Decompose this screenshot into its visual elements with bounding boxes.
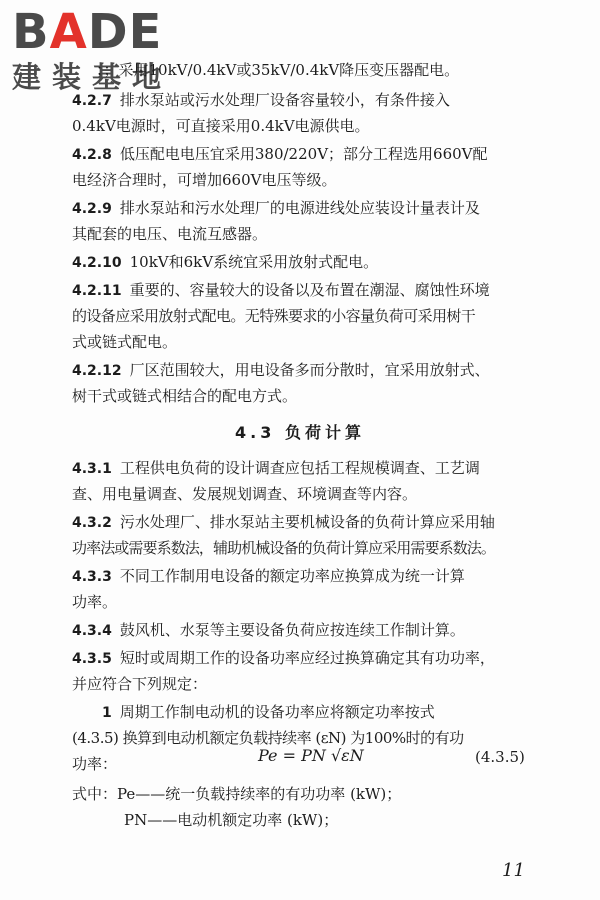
item-number: 1 (102, 705, 112, 721)
clause-number: 4.3.1 (72, 461, 112, 477)
clause-number: 4.2.12 (72, 363, 122, 379)
clause-4-3-1 (72, 459, 572, 478)
page-number: 11 (502, 860, 525, 881)
clause-number: 4.2.8 (72, 147, 112, 163)
text-line: 树干式或链式相结合的配电方式。 (72, 387, 298, 405)
text-line: 功率法或需要系数法，辅助机械设备的负荷计算应采用需要系数法。 (72, 539, 496, 557)
clause-4-2-11 (72, 281, 572, 300)
clause-4-3-3 (72, 567, 572, 586)
clause-text: 工程供电负荷的设计调查应包括工程规模调查、工艺调 (119, 459, 480, 477)
clause-text: 短时或周期工作的设备功率应经过换算确定其有功功率， (119, 649, 495, 667)
clause-4-2-8 (72, 145, 572, 164)
clause-number: 4.2.7 (72, 93, 112, 109)
text-line: 的设备应采用放射式配电。无特殊要求的小容量负荷可采用树干 (72, 307, 476, 325)
logo-letters-de: DE (87, 4, 163, 60)
clause-text: 10kV和6kV系统宜采用放射式配电。 (129, 253, 379, 271)
text-line: 0.4kV电源时，可直接采用0.4kV电源供电。 (72, 117, 370, 135)
text-line: 查、用电量调查、发展规划调查、环境调查等内容。 (72, 485, 418, 503)
logo-letter-a: A (49, 4, 88, 60)
clause-4-2-7 (72, 91, 572, 110)
text-line: 功率。 (72, 593, 118, 611)
text-line: ；；采用10kV/0.4kV或35kV/0.4kV降压变压器配电。 (96, 61, 460, 79)
text-line: (4.3.5) 换算到电动机额定负载持续率 (εN) 为100%时的有功 (72, 729, 464, 747)
formula-number: (4.3.5) (475, 748, 525, 766)
bade-logo (8, 6, 183, 101)
clause-number: 4.2.10 (72, 255, 122, 271)
item-text: 周期工作制电动机的设备功率应将额定功率按式 (119, 703, 435, 721)
clause-text: 重要的、容量较大的设备以及布置在潮湿、腐蚀性环境 (129, 281, 490, 299)
text-line: 式或链式配电。 (72, 333, 178, 351)
formula-4-3-5: Pe = PN √εN (258, 746, 364, 765)
text-line: 其配套的电压、电流互感器。 (72, 225, 268, 243)
clause-4-2-12 (72, 361, 572, 380)
clause-4-2-10 (72, 253, 572, 272)
text-line: 式中：Pe——统一负载持续率的有功功率 (kW)； (72, 785, 402, 803)
clause-4-3-2 (72, 513, 572, 532)
section-heading: 4.3 负荷计算 (235, 423, 365, 442)
clause-number: 4.3.3 (72, 569, 112, 585)
clause-number: 4.3.2 (72, 515, 112, 531)
logo-subtitle: 建装基地 (12, 60, 173, 94)
text-line: 功率： (72, 755, 118, 773)
text-line: 并应符合下列规定： (72, 675, 208, 693)
clause-number: 4.3.4 (72, 623, 112, 639)
clause-text: 排水泵站或污水处理厂设备容量较小，有条件接入 (119, 91, 450, 109)
clause-number: 4.2.11 (72, 283, 122, 299)
clause-text: 鼓风机、水泵等主要设备负荷应按连续工作制计算。 (119, 621, 465, 639)
clause-4-3-5 (72, 649, 572, 668)
clause-text: 厂区范围较大，用电设备多而分散时，宜采用放射式、 (129, 361, 490, 379)
logo-letter-b: B (12, 4, 50, 60)
clause-text: 不同工作制用电设备的额定功率应换算成为统一计算 (119, 567, 465, 585)
item-1 (102, 703, 600, 722)
text-line: PN——电动机额定功率 (kW)； (124, 811, 339, 829)
clause-4-2-9 (72, 199, 572, 218)
text-line: 电经济合理时，可增加660V电压等级。 (72, 171, 337, 189)
clause-4-3-4 (72, 621, 572, 640)
clause-text: 排水泵站和污水处理厂的电源进线处应装设计量表计及 (119, 199, 480, 217)
clause-text: 低压配电电压宜采用380/220V；部分工程选用660V配 (119, 145, 488, 163)
logo-wordmark (12, 6, 183, 58)
clause-text: 污水处理厂、排水泵站主要机械设备的负荷计算应采用轴 (119, 513, 495, 531)
clause-number: 4.3.5 (72, 651, 112, 667)
clause-number: 4.2.9 (72, 201, 112, 217)
